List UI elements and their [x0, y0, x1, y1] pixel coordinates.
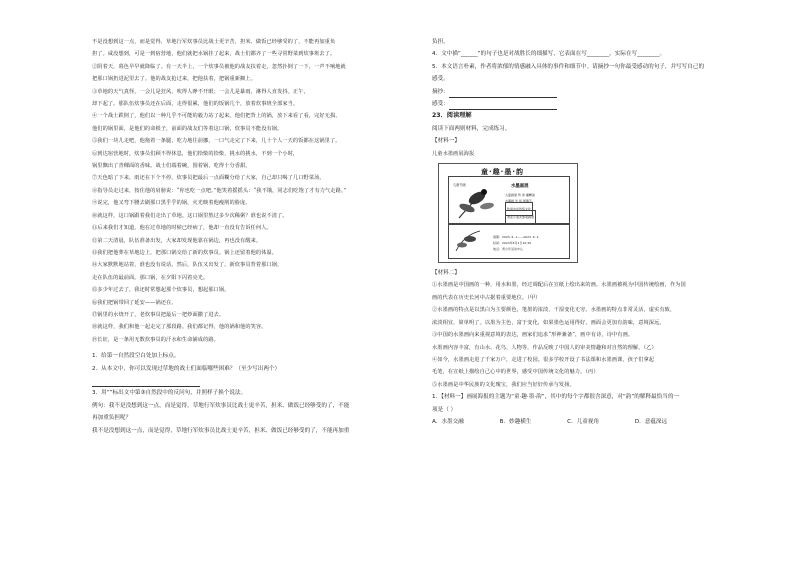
choice-c[interactable]: C．儿童视角: [567, 418, 600, 425]
passage-line: ⑩就这样，这口锅跟着我们走出了草地。这口锅里熬过多少次稀粥？谁也说不清了。: [92, 212, 288, 219]
passage-line: ⑧指导员走过来，按住他的肩膀说：“你也吃一点吧。”他笑着摇摇头：“我不饿，同志们吃饱了才有力气走路。”: [92, 187, 347, 194]
poster-card-title: 水墨画展: [511, 184, 529, 190]
material-2-line: 水墨画内容丰富，有山水、花鸟、人物等，作品反映了中国人的审美情趣和对自然的理解，（乙）: [432, 344, 657, 351]
passage-line: ③草地的天气真怪，一会儿是狂风，吹得人睁不开眼；一会儿是暴雨，淋得人直发抖。正午，: [92, 88, 309, 95]
material-2-line: ②水墨画的特点是以黑白为主要颜色，笔墨的浓淡、干湿变化无穷。水墨画的特点非常灵活，虚实有致，: [432, 307, 676, 314]
passage-line: ⑫第二天清晨，队伍准备出发，大家却发现他靠在锅边，再也没有醒来。: [92, 237, 262, 244]
passage-line: ⑨说完，他又弯下腰去刷那口黑乎乎的锅，火光映着他瘦削的脸庞。: [92, 200, 251, 207]
material-2-line: ⑤水墨画是中华民族的文化瑰宝，我们应当好好传承与发扬。: [432, 381, 575, 388]
question-1-reading: 1．【材料一】画展海报的主题为“童·趣·墨·韵”，其中的每个字都很含深意，对“韵”的解释最恰当的一: [432, 394, 680, 401]
rewrite-line: 我不是没想到这一点，而是觉得，草地行军炊事员比战士更辛苦，担米、做饭已经够受的了，不能再加重: [92, 427, 350, 434]
poster-card-caption: 儿童书画: [453, 183, 466, 188]
passage-line: ⑭大家默默地站着，谁也没有说话。然后，队伍又出发了。新炊事员背着那口锅，: [92, 262, 283, 269]
poster-info-3: 地点：青少年活动中心: [493, 247, 524, 252]
material-2-label: 【材料二】: [432, 270, 460, 277]
passage-line: 把那口锅扔进泥里去了。他的战友抢过来，把他扶着，把锅重新搁上。: [92, 76, 256, 83]
poster-banner: 童·趣·墨·韵: [481, 168, 524, 177]
poster-box-2: 欢迎小朋友参观画展: [505, 210, 536, 224]
passage-line: 走在队伍的最前面。那口锅，在夕阳下闪着亮光。: [92, 274, 209, 281]
section-heading: 23．阅读理解: [432, 112, 472, 120]
material-1-label: 【材料一】: [432, 138, 460, 145]
ink-flower-icon: [453, 184, 505, 222]
left-column: [92, 36, 416, 437]
example-line-2: 再加重负担呢？: [92, 415, 132, 422]
question-2: 2．从本文中，你可以发现过草地的战士们面临哪些困难？（至少写出两个）: [92, 365, 281, 372]
answer-line[interactable]: [92, 375, 416, 387]
ink-bird-icon: [452, 227, 486, 255]
poster-box-1: 传承中华传统文化: [505, 202, 533, 216]
question-4: 4．文中描“______”的句子也是对战胜长的细描写，它表面在写________，实际在写________。: [432, 51, 666, 58]
poster-info-2: 时间：2023年6月1日10:30: [493, 241, 532, 246]
material-2: [432, 279, 757, 391]
poster-line-2: 水墨画 发 扬 国瑰宝: [505, 199, 532, 204]
choice-b[interactable]: B．妙趣横生: [499, 418, 532, 425]
passage-line: 锅里飘出了青稞面的香味。战士们端着碗，围着锅，吃得十分香甜。: [92, 163, 251, 170]
question-1: 1．给第一自然段空白处加上标点。: [92, 353, 180, 360]
passage: [92, 36, 416, 346]
passage-line: ⑱就这样，我们和他一起走完了那段路。我们都记得，他的锅和他的笑容。: [92, 324, 267, 331]
passage-line: ⑤我们一块儿走吧，他拖着一条腿，吃力地往前挪，一口气走完了下来，几十个人一天的饭都在这锅里了。: [92, 138, 341, 145]
poster-info-card: [448, 224, 570, 259]
material-2-line: ③中国的水墨画向来重视意境的表达，画家们追求“形神兼备”，画中有诗，诗中有画。: [432, 332, 634, 339]
passage-line: ⑮多少年过去了，我还时常想起那个炊事员，想起那口锅。: [92, 287, 230, 294]
section-intro: 阅读下面两则材料，完成练习。: [432, 125, 511, 132]
poster-info-1: 展期：2023. 6. 1——2023. 6. 2: [493, 235, 539, 240]
passage-line: ②阴着天，暮色早早就降临了。有一天半上，一个炊事员被他的战友扶着走，忽然扑倒了一下，一声不响地就: [92, 63, 346, 70]
answer-continuation: 负担。: [432, 39, 449, 45]
material-2-line: ④如今，水墨画走进了千家万户，走进了校园。很多学校开设了书法课和水墨画课，孩子们拿起: [432, 356, 655, 363]
material-2-line: 毛笔，在宣纸上描绘自己心中的世界，感受中国传统文化的魅力。（丙）: [432, 369, 599, 376]
material-2-line: 浓淡相宜，简单明了。以墨为主色，富于变化，如果墨色运用得好，画面会更加有韵味，意境深远。: [432, 319, 665, 326]
passage-line: ⑰锅里的水烧开了，老炊事员把最后一把炒面撒了进去。: [92, 311, 225, 318]
question-5: 5．本文语言朴素，作者将浓郁的情感融入具体的事件和细节中。请摘抄一句你最受感动的句子，并写写自己的: [432, 63, 705, 70]
excerpt-field[interactable]: 摘抄：: [432, 86, 757, 98]
question-5-cont: 感受。: [432, 76, 449, 83]
passage-line: 他们的锅里面，是他们的命根子，前面的战友们等着这口锅，炊事员不能没有锅。: [92, 125, 283, 132]
example-line-1: 例句：我不是没想到这一点，而是觉得，草地行军炊事员比战士更辛苦，担米、做饭已经够受的了，不能: [92, 402, 350, 409]
passage-line: ⑪后来我们才知道，他在过草地的时候已经病了，他却一直没有告诉任何人。: [92, 225, 272, 232]
poster-line-1: 九童画展 传 承 播精美: [505, 193, 535, 198]
exhibition-poster: [438, 163, 578, 263]
question-1-reading-cont: 项是（ ）: [432, 406, 457, 413]
passage-line: ⑬我们把他葬在草地边上，把那口锅交给了新的炊事员。锅上还留着他的体温。: [92, 249, 278, 256]
choices: [432, 416, 757, 428]
material-1-caption: 儿童水墨画展海报: [432, 150, 475, 157]
material-2-line: ①水墨画是中国画的一种，用水和墨，经过调配后在宣纸上绘出来的画。水墨画被视为中国传统绘画，作为国: [432, 282, 686, 289]
passage-line: ⑲长征，是一条用无数炊事员的汗水和生命铺成的路。: [92, 336, 219, 343]
passage-line: ⑥到达宿营地时，炊事员们顾不得休息，他们拾柴的拾柴，挑水的挑水，不到一个小时，: [92, 150, 299, 157]
passage-line: 却下起了。那队伍炊事员还在后面，走得很累，他们的饭锅几个，放着炊事班全部家当。: [92, 101, 299, 108]
question-3: 3．用“”标出文中第③自然段中的反问句，并照样子换个说法。: [92, 390, 247, 397]
passage-line: ④一个战士跌倒了，他们以一种几乎不可能的毅力站了起来。他们把背上的锅，放下来看了看，完好无损，: [92, 113, 341, 120]
passage-line: ⑯我们把锅带回了延安——锅还在。: [92, 299, 177, 306]
choice-d[interactable]: D．意蕴深远: [634, 418, 668, 425]
passage-line: 不是没想到这一点，而是觉得，草地行军炊事员比战士更辛苦，担米、做饭已经够受的了，不能再加重负: [92, 39, 336, 45]
right-column: [432, 36, 757, 428]
poster-card: [448, 176, 570, 224]
material-2-line: 画的代表在历史长河中占据着重要地位。（甲）: [432, 294, 541, 301]
passage-line: 担了。咸没想到，可是一到宿营地，他们就把水锅挂了起来，战士们都齐了一些寻常野菜到炊事班去了。: [92, 51, 336, 58]
choice-a[interactable]: A．水墨交融: [432, 418, 464, 425]
passage-line: ⑦天色暗了下来，雨还在下个不停。炊事员把最后一点面糊分给了大家，自己却只喝了几口野菜汤。: [92, 175, 325, 182]
feeling-field[interactable]: 感受：: [432, 98, 757, 110]
